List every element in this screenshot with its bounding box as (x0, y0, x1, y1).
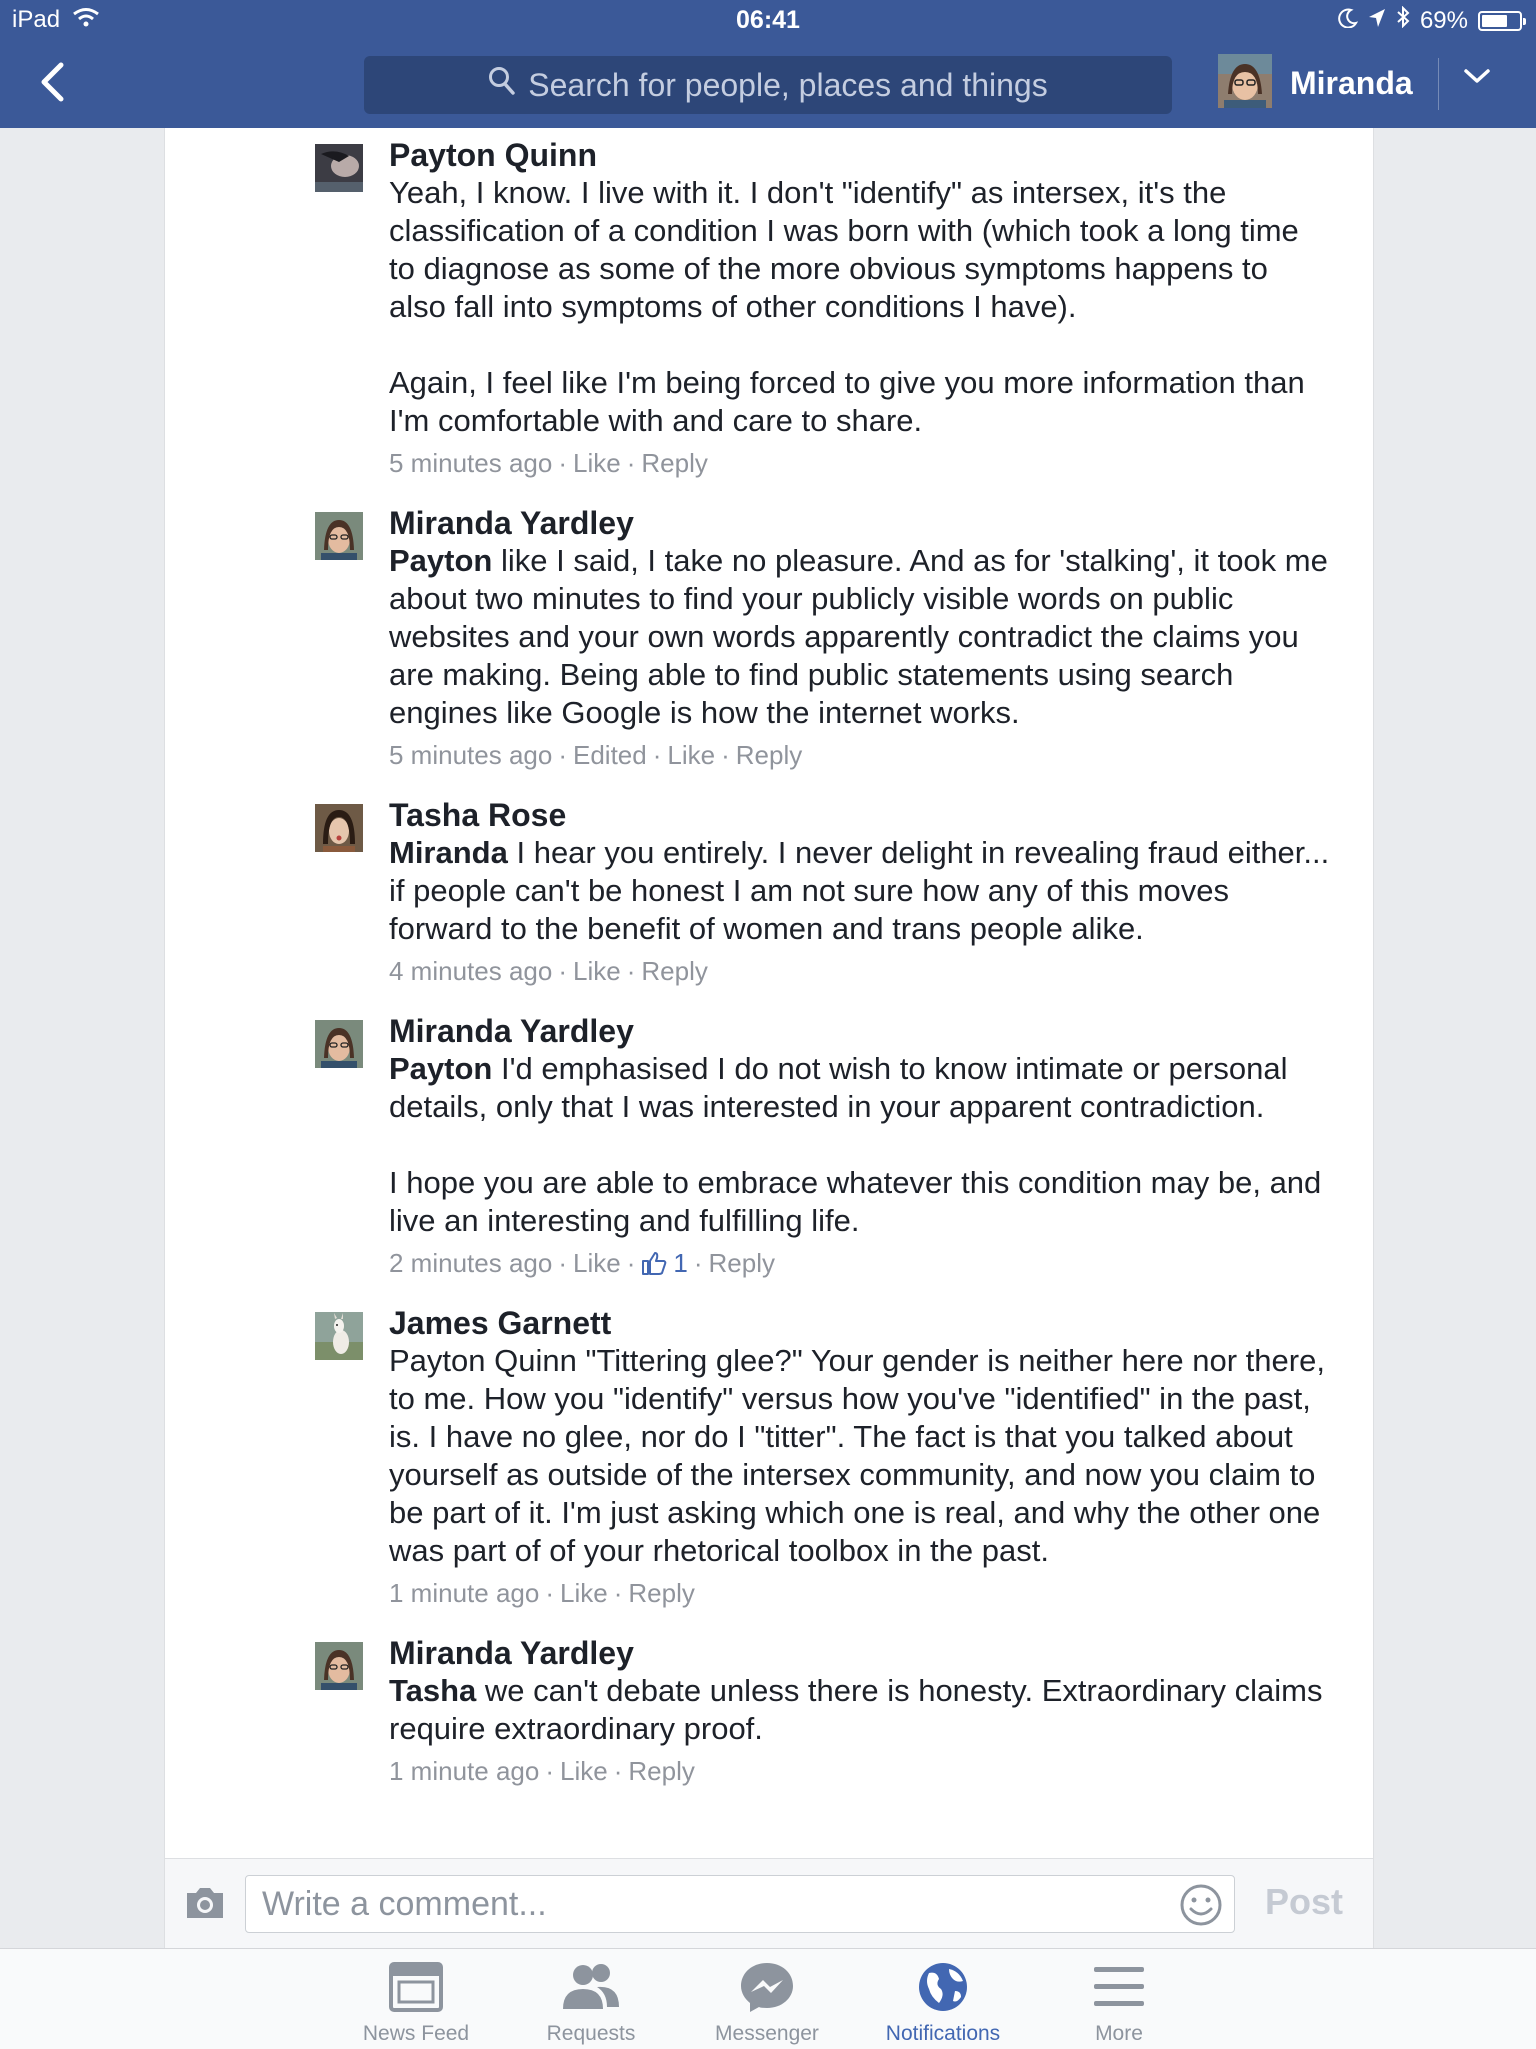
comment-text: Payton Quinn "Tittering glee?" Your gender is neither here nor there, to me. How you "identify" versus how you've "identified" in the past, is. I have no glee, nor do I "titter". The fact is that you talked about yourself as outside of the intersex community, and now you claim to be part of it. I'm just asking which one is real, and why the other one was part of of your rhetorical toolbox in the past. (389, 1343, 1325, 1568)
friend-requests-icon (561, 2000, 621, 2017)
reply-button[interactable]: Reply (641, 956, 708, 986)
news-feed-icon (388, 2000, 444, 2017)
mention-link[interactable]: Payton (389, 1051, 493, 1086)
comment-text: Yeah, I know. I live with it. I don't "identify" as intersex, it's the classification of a condition I was born with (which took a long time to diagnose as some of the more obvious symptoms happens to also fall into symptoms of other conditions I have). (389, 175, 1299, 324)
chevron-down-icon (1462, 73, 1492, 90)
camera-icon (183, 1908, 227, 1925)
comment-list (165, 124, 1373, 1800)
meta-separator: · (613, 1756, 623, 1786)
avatar[interactable] (315, 1020, 363, 1068)
tab-news-feed[interactable] (336, 1961, 496, 2046)
location-arrow-icon (1368, 7, 1386, 35)
comment-meta (389, 738, 1333, 772)
edited-label[interactable]: Edited (573, 740, 647, 770)
reply-button[interactable]: Reply (641, 448, 708, 478)
comment-author[interactable]: James Garnett (389, 1305, 612, 1341)
comment-body (389, 542, 1333, 732)
mention-link[interactable]: Tasha (389, 1673, 477, 1708)
comment-text: like I said, I take no pleasure. And as for 'stalking', it took me about two minutes to find your publicly visible words on public websites and your own words apparently contradict the claims you are making. Being able to find public statements using search engines like Google is how the internet works. (389, 543, 1328, 730)
meta-separator: · (558, 956, 567, 986)
chevron-left-icon (39, 62, 65, 107)
smiley-icon (1179, 1914, 1223, 1931)
comment-meta (389, 446, 1333, 480)
comment (165, 1622, 1373, 1788)
tab-notifications[interactable] (863, 1961, 1023, 2046)
comment-body (389, 1342, 1333, 1570)
comment (165, 784, 1373, 988)
meta-separator: · (545, 1756, 554, 1786)
tab-label: Notifications (885, 2022, 1001, 2045)
meta-separator: · (558, 740, 567, 770)
like-count-number: 1 (673, 1248, 688, 1278)
globe-icon (915, 2000, 971, 2017)
meta-separator: · (545, 1578, 554, 1608)
menu-icon (1091, 2000, 1147, 2017)
like-button[interactable]: Like (560, 1578, 608, 1608)
avatar[interactable] (315, 512, 363, 560)
mention-link[interactable]: Miranda (389, 835, 508, 870)
comment-placeholder: Write a comment... (262, 1885, 547, 1923)
comment-timestamp[interactable]: 4 minutes ago (389, 956, 553, 986)
wifi-icon (72, 6, 100, 34)
comment-paragraph (389, 834, 1333, 948)
comment-body (389, 834, 1333, 948)
comment-text: Again, I feel like I'm being forced to give you more information than I'm comfortable with and care to share. (389, 365, 1305, 438)
comment-meta (389, 1754, 1333, 1788)
search-icon (488, 66, 516, 104)
comment-paragraph (389, 1672, 1333, 1748)
comment (165, 492, 1373, 772)
like-button[interactable]: Like (560, 1756, 608, 1786)
header-divider (1438, 58, 1439, 110)
comment-meta (389, 954, 1333, 988)
comments-panel (164, 128, 1374, 1858)
comment-author[interactable]: Tasha Rose (389, 797, 567, 833)
reply-button[interactable]: Reply (735, 740, 803, 770)
meta-separator: · (626, 448, 636, 478)
comment-author[interactable]: Payton Quinn (389, 137, 597, 173)
search-placeholder: Search for people, places and things (528, 66, 1048, 103)
tab-label: More (1095, 2022, 1143, 2045)
comment-text: we can't debate unless there is honesty. Extraordinary claims require extraordinary proof. (389, 1673, 1323, 1746)
comment-composer (164, 1858, 1374, 1949)
reply-button[interactable]: Reply (628, 1578, 695, 1608)
navigation-bar (0, 0, 1536, 128)
meta-separator: · (693, 1248, 703, 1278)
search-bar[interactable] (364, 56, 1172, 114)
like-button[interactable]: Like (573, 1248, 621, 1278)
comment-paragraph (389, 542, 1333, 732)
comment-timestamp[interactable]: 2 minutes ago (389, 1248, 553, 1278)
reply-button[interactable]: Reply (708, 1248, 775, 1278)
back-button[interactable] (28, 56, 76, 112)
profile-button[interactable] (1218, 54, 1413, 113)
avatar[interactable] (315, 144, 363, 192)
avatar[interactable] (315, 804, 363, 852)
meta-separator: · (626, 956, 636, 986)
clock: 06:41 (736, 6, 800, 34)
status-bar (0, 0, 1536, 42)
messenger-icon (739, 2000, 795, 2017)
tab-messenger[interactable] (687, 1961, 847, 2046)
like-button[interactable]: Like (667, 740, 716, 770)
battery-icon (1478, 11, 1522, 31)
comment-text: I hear you entirely. I never delight in revealing fraud either... if people can't be honest I am not sure how any of this moves forward to the benefit of women and trans people alike. (389, 835, 1330, 946)
battery-percent: 69% (1419, 6, 1468, 34)
tab-label: Requests (546, 2022, 636, 2045)
meta-separator: · (652, 740, 662, 770)
tab-more[interactable] (1039, 1961, 1199, 2046)
meta-separator: · (558, 1248, 567, 1278)
profile-name: Miranda (1290, 65, 1413, 101)
comment-paragraph (389, 174, 1333, 326)
mention-link[interactable]: Payton (389, 543, 493, 578)
comment-body (389, 1050, 1333, 1240)
like-button[interactable]: Like (573, 448, 621, 478)
tab-requests[interactable] (511, 1961, 671, 2046)
comment-paragraph (389, 1050, 1333, 1126)
meta-separator: · (626, 1248, 636, 1278)
avatar[interactable] (315, 1642, 363, 1690)
tab-bar (0, 1948, 1536, 2049)
device-label: iPad (12, 6, 61, 33)
comment-timestamp[interactable]: 1 minute ago (389, 1578, 540, 1608)
like-button[interactable]: Like (573, 956, 621, 986)
comment-meta (389, 1246, 1333, 1280)
comment-paragraph (389, 364, 1333, 440)
moon-icon (1338, 7, 1358, 35)
tab-label: News Feed (362, 2022, 470, 2045)
comment (165, 1000, 1373, 1280)
meta-separator: · (558, 448, 567, 478)
meta-separator: · (613, 1578, 623, 1608)
comment-body (389, 174, 1333, 440)
comment-paragraph (389, 1342, 1333, 1570)
reply-button[interactable]: Reply (628, 1756, 695, 1786)
comment-text: I'd emphasised I do not wish to know intimate or personal details, only that I was interested in your apparent contradiction. (389, 1051, 1288, 1124)
comment-author[interactable]: Miranda Yardley (389, 1635, 634, 1671)
comment-timestamp[interactable]: 5 minutes ago (389, 740, 553, 770)
comment-paragraph (389, 1164, 1333, 1240)
meta-separator: · (721, 740, 730, 770)
thumbs-up-icon (641, 1248, 667, 1278)
post-button[interactable]: Post (1265, 1881, 1344, 1922)
comment (165, 124, 1373, 480)
tab-label: Messenger (715, 2022, 819, 2045)
battery-fill (1482, 15, 1507, 27)
avatar (1218, 54, 1272, 113)
comment-timestamp[interactable]: 5 minutes ago (389, 448, 553, 478)
comment-author[interactable]: Miranda Yardley (389, 505, 634, 541)
account-menu-button[interactable] (1462, 66, 1492, 91)
comment (165, 1292, 1373, 1610)
like-count[interactable] (641, 1248, 687, 1278)
comment-timestamp[interactable]: 1 minute ago (389, 1756, 540, 1786)
comment-text: I hope you are able to embrace whatever this condition may be, and live an interesting and fulfilling life. (389, 1165, 1322, 1238)
comment-body (389, 1672, 1333, 1748)
camera-button[interactable] (183, 1885, 227, 1926)
bluetooth-icon (1396, 6, 1410, 35)
comment-author[interactable]: Miranda Yardley (389, 1013, 634, 1049)
comment-meta (389, 1576, 1333, 1610)
comment-input[interactable] (245, 1875, 1235, 1933)
avatar[interactable] (315, 1312, 363, 1360)
emoji-button[interactable] (1179, 1883, 1223, 1932)
